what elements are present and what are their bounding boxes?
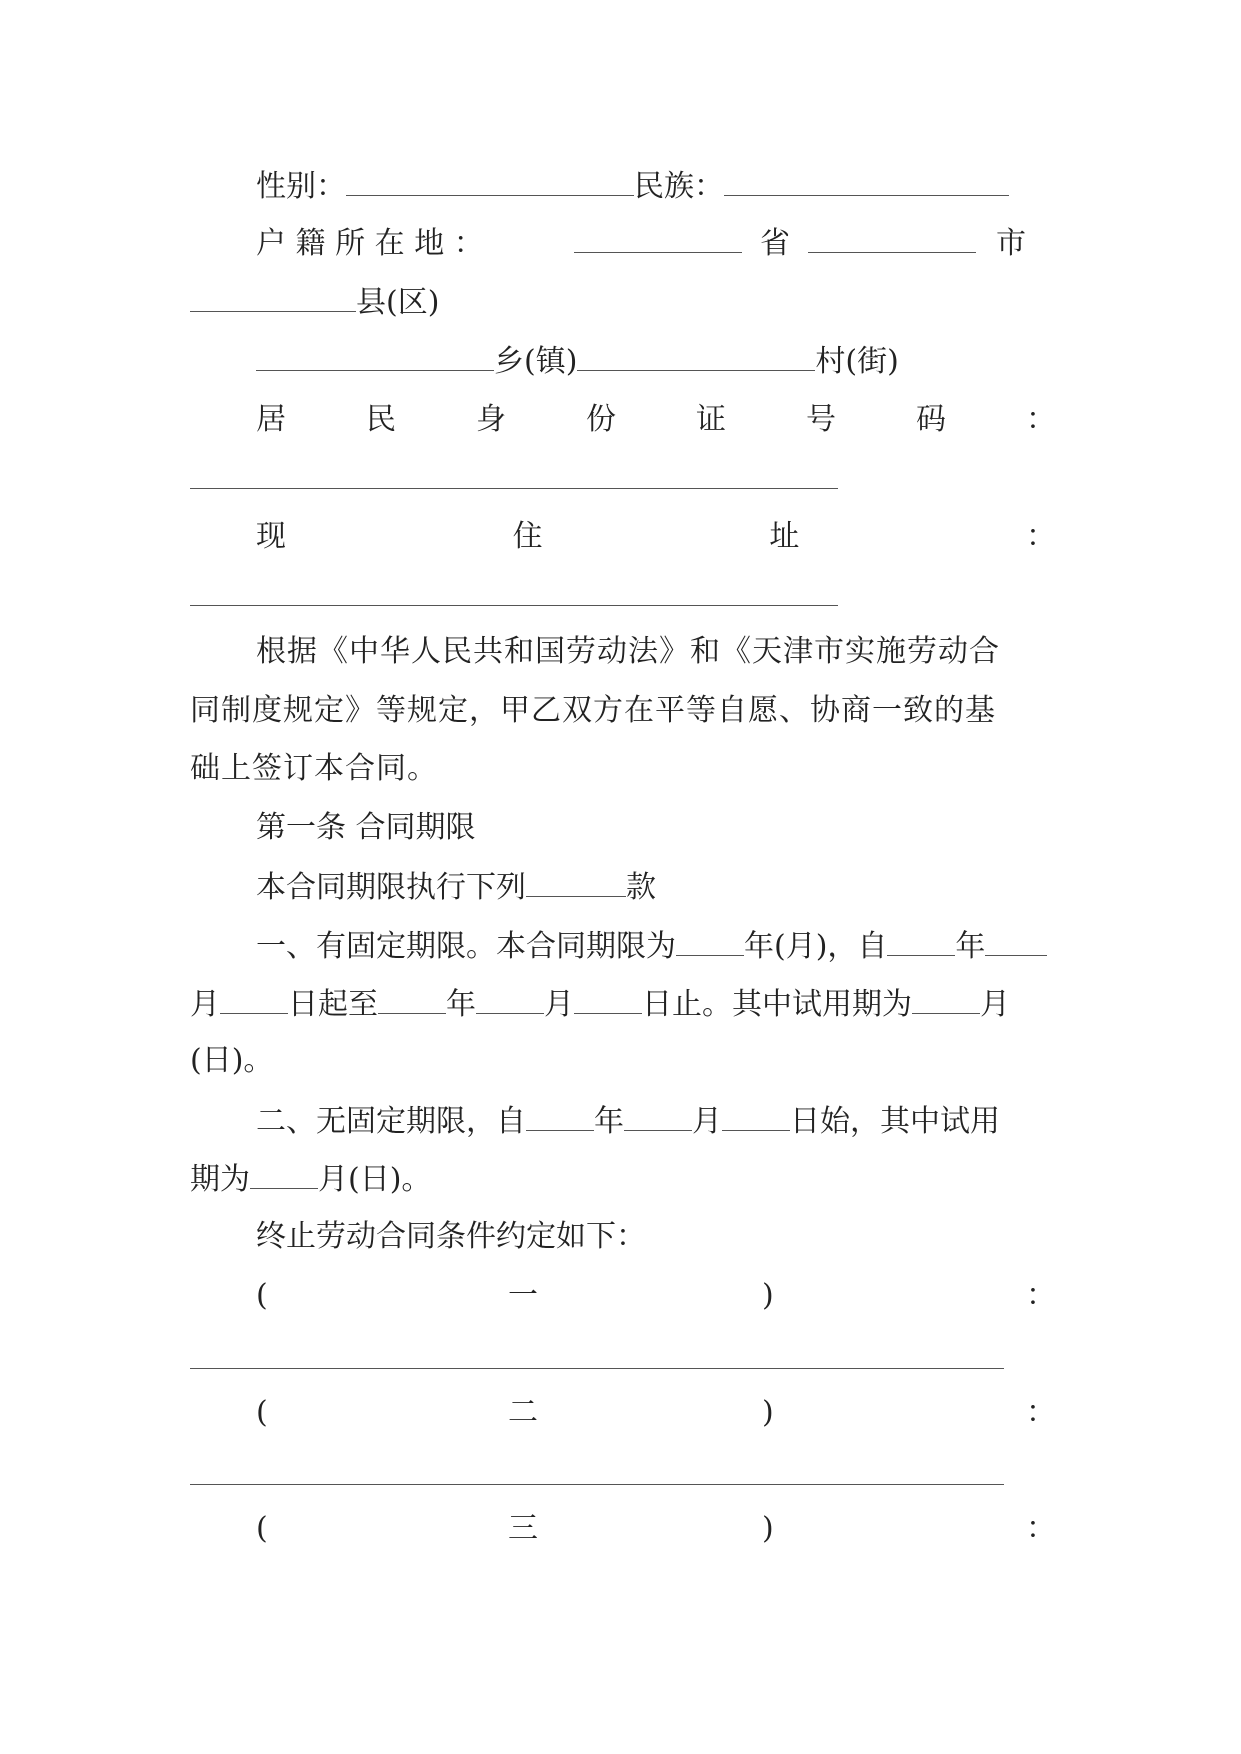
execute-suffix: 款: [626, 870, 656, 905]
county-row: [190, 281, 1056, 321]
termination-item-2-blank[interactable]: [190, 1484, 1004, 1485]
village-blank[interactable]: [577, 340, 815, 371]
fixed-term-line-1: 一、有固定期限。本合同期限为 年(月)，自 年: [190, 925, 1056, 965]
execute-blank[interactable]: [526, 866, 626, 897]
unfixed-month-blank[interactable]: [624, 1100, 692, 1131]
execute-row: [190, 866, 1056, 906]
household-row: [190, 222, 1056, 262]
id-number-blank[interactable]: [190, 488, 838, 489]
intro-line-2: 同制度规定》等规定，甲乙双方在平等自愿、协商一致的基: [190, 693, 996, 728]
fixed-term-line-2: 月 日起至 年 月 日止。其中试用期为 月: [190, 983, 1056, 1023]
execute-prefix: 本合同期限执行下列: [256, 870, 526, 905]
fixed-end-day-blank[interactable]: [574, 983, 642, 1014]
fixed-term-blank[interactable]: [676, 925, 744, 956]
province-blank[interactable]: [574, 222, 742, 253]
gender-blank[interactable]: [346, 165, 634, 196]
id-number-label: 居 民 身 份 证 号 码 ：: [256, 402, 1056, 437]
unfixed-term-line-2: 期为 月(日)。: [190, 1158, 1056, 1198]
county-blank[interactable]: [190, 281, 356, 312]
termination-heading: 终止劳动合同条件约定如下：: [256, 1219, 646, 1254]
township-label: 乡(镇): [494, 344, 578, 379]
unfixed-year-blank[interactable]: [526, 1100, 594, 1131]
intro-line-3: 础上签订本合同。: [190, 751, 438, 786]
city-label: 市: [996, 226, 1026, 261]
intro-line-1: 根据《中华人民共和国劳动法》和《天津市实施劳动合: [256, 634, 1000, 669]
gender-label: 性别：: [256, 169, 346, 204]
address-label: 现 住 址 ：: [256, 519, 1056, 554]
household-label: 户 籍 所 在 地 ：: [256, 226, 484, 261]
fixed-start-day-blank[interactable]: [220, 983, 288, 1014]
article1-title: 第一条 合同期限: [256, 810, 476, 845]
fixed-probation-blank[interactable]: [912, 983, 980, 1014]
fixed-end-month-blank[interactable]: [476, 983, 544, 1014]
township-row: [190, 340, 1056, 380]
ethnic-label: 民族：: [634, 169, 724, 204]
termination-item-1-blank[interactable]: [190, 1368, 1004, 1369]
address-blank[interactable]: [190, 605, 838, 606]
gender-ethnic-row: [190, 165, 1056, 205]
termination-item-2: ( 二 ) ：: [256, 1395, 1056, 1430]
county-label: 县(区): [356, 285, 440, 320]
termination-item-1: ( 一 ) ：: [256, 1278, 1056, 1313]
unfixed-day-blank[interactable]: [722, 1100, 790, 1131]
fixed-start-year-blank[interactable]: [887, 925, 955, 956]
fixed-end-year-blank[interactable]: [378, 983, 446, 1014]
termination-item-3: ( 三 ) ：: [256, 1511, 1056, 1546]
township-blank[interactable]: [256, 340, 494, 371]
village-label: 村(街): [815, 344, 899, 379]
fixed-term-line-3: (日)。: [190, 1043, 274, 1078]
ethnic-blank[interactable]: [724, 165, 1009, 196]
unfixed-probation-blank[interactable]: [250, 1158, 318, 1189]
unfixed-term-line-1: 二、无固定期限，自 年 月 日始，其中试用: [190, 1100, 1056, 1140]
fixed-start-month-blank[interactable]: [985, 925, 1047, 956]
province-label: 省: [760, 226, 790, 261]
city-blank[interactable]: [808, 222, 976, 253]
